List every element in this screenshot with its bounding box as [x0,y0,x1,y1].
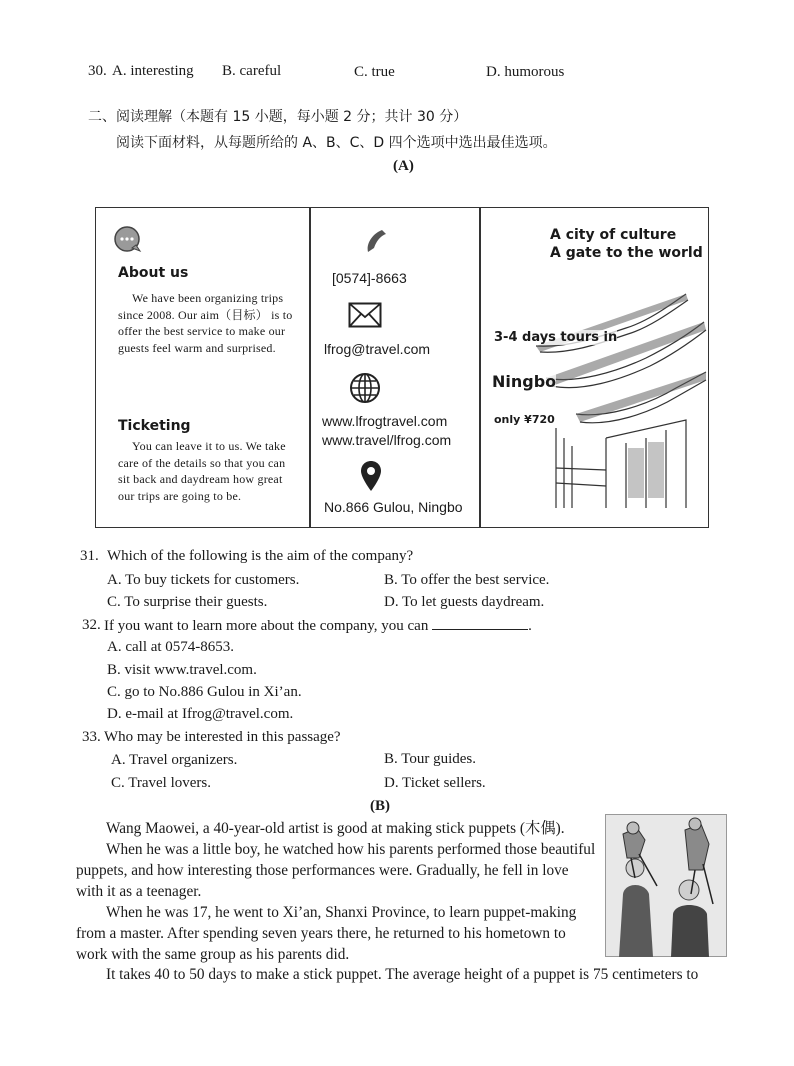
address: No.866 Gulou, Ningbo [324,499,463,515]
q32-stem: If you want to learn more about the company, you can [104,618,429,634]
puppet-performers-illustration [605,814,727,957]
q33-option-c: C. Travel lovers. [111,775,212,791]
passage-b-paragraph-4: It takes 40 to 50 days to make a stick puppet. The average height of a puppet is 75 centimeters to [106,966,699,983]
q33-option-b: B. Tour guides. [384,751,477,767]
q32-option-a: A. call at 0574-8653. [107,639,235,655]
q32-option-b: B. visit www.travel.com. [107,662,257,678]
q32-option-c: C. go to No.886 Gulou in Xi’an. [107,684,302,700]
q31-number: 31. [80,548,99,564]
q31-option-c: C. To surprise their guests. [107,594,268,610]
travel-ad [95,207,709,528]
ticketing-title: Ticketing [118,418,191,434]
q32-stem-line: If you want to learn more about the company, you can . [104,618,532,634]
q31-stem: Which of the following is the aim of the company? [107,548,414,564]
ad-divider [309,208,311,527]
chat-bubble-icon [112,224,142,254]
q31-option-a: A. To buy tickets for customers. [107,572,300,588]
tours-text: 3-4 days tours in [494,330,618,345]
phone-icon [362,226,390,254]
about-text: We have been organizing trips since 2008. Our aim（目标） is to offer the best service to make our guests feel warm and surprised. [118,291,293,355]
q30-number: 30. [88,63,107,79]
passage-b-paragraph-1: Wang Maowei, a 40-year-old artist is good at making stick puppets (木偶). [106,820,565,837]
q30-option-c: C. true [354,64,395,80]
about-title: About us [118,265,189,281]
city-name: Ningbo [492,372,557,391]
phone-number: [0574]-8663 [332,270,407,286]
q32-number: 32. [82,617,101,633]
passage-b-label: (B) [370,798,390,814]
ad-divider [479,208,481,527]
website-2: www.travel/lfrog.com [322,432,452,448]
ancient-tower-illustration [536,288,708,508]
ticketing-text: You can leave it to us. We take care of the details so that you can sit back and daydream how great our trips are going to be. [118,439,286,503]
website-1: www.lfrogtravel.com [322,413,448,429]
tour-price: only ¥720 [494,413,555,426]
email-address: lfrog@travel.com [324,341,431,357]
q33-stem: Who may be interested in this passage? [104,729,341,745]
passage-b-paragraph-2: When he was a little boy, he watched how his parents performed those beautiful puppets, and how interesting those performances were. Gradually, he fell in love with it as a teenager. [76,841,596,900]
slogan-gate: A gate to the world [550,245,703,261]
section-instruction: 阅读下面材料，从每题所给的 A、B、C、D 四个选项中选出最佳选项。 [116,135,557,151]
envelope-icon [348,302,382,328]
q30-option-d: D. humorous [486,64,565,80]
q30-option-b: B. careful [222,63,282,79]
q33-number: 33. [82,729,101,745]
q31-option-d: D. To let guests daydream. [384,594,545,610]
q32-option-d: D. e-mail at Ifrog@travel.com. [107,706,294,722]
q33-option-d: D. Ticket sellers. [384,775,486,791]
slogan-culture: A city of culture [550,227,677,243]
answer-blank [432,617,528,630]
passage-b-paragraph-3: When he was 17, he went to Xi’an, Shanxi Province, to learn puppet-making from a master. After spending seven years there, he returned to his hometown to work with the same group as his parents did. [76,904,577,963]
location-pin-icon [360,460,382,492]
passage-a-label: (A) [393,158,414,174]
q31-option-b: B. To offer the best service. [384,572,550,588]
section-title: 二、阅读理解（本题有 15 小题，每小题 2 分；共计 30 分） [88,109,468,125]
q30-option-a: A. interesting [112,63,194,79]
q33-option-a: A. Travel organizers. [111,752,238,768]
globe-icon [349,372,381,404]
